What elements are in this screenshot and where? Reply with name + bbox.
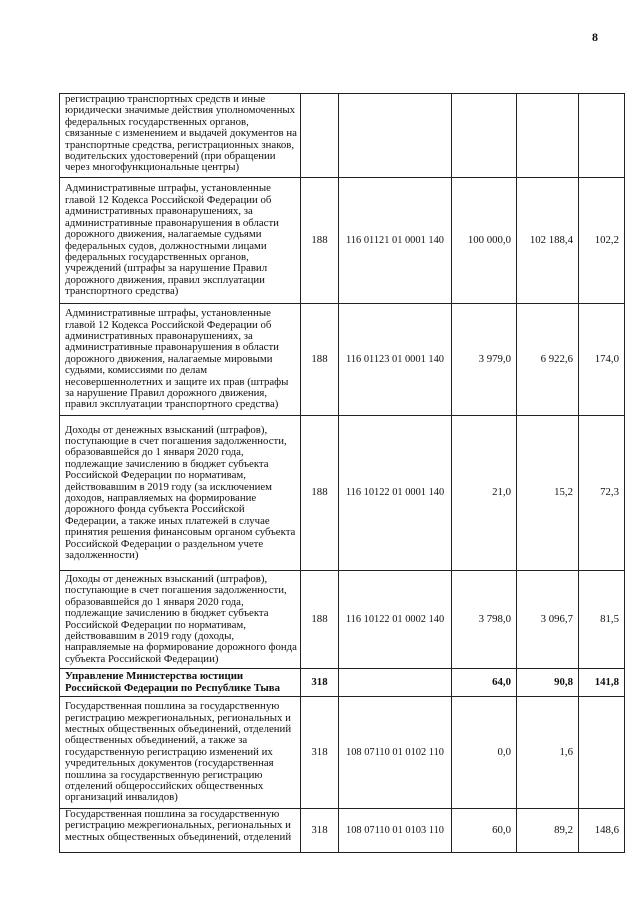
plan-cell: 60,0 — [452, 809, 517, 853]
fact-cell — [517, 94, 579, 178]
plan-cell: 100 000,0 — [452, 178, 517, 304]
plan-cell: 3 798,0 — [452, 571, 517, 669]
table-row — [60, 416, 625, 571]
kbk-code-cell — [339, 94, 452, 178]
plan-cell: 21,0 — [452, 416, 517, 571]
fact-cell: 102 188,4 — [517, 178, 579, 304]
percent-cell: 72,3 — [579, 416, 625, 571]
admin-code-cell: 188 — [301, 304, 339, 416]
kbk-code-cell: 116 01123 01 0001 140 — [339, 304, 452, 416]
income-name-cell: Государственная пошлина за государственную регистрацию межрегиональных, региональных и местных общественных объединений, отделений общественных объединений, а также за государственную регистрацию изменений их учредительных документов (государственная пошлина за государственную регистрацию отделений общероссийских общественных организаций инвалидов) — [60, 697, 301, 809]
table-row — [60, 697, 625, 809]
kbk-code-cell: 116 01121 01 0001 140 — [339, 178, 452, 304]
kbk-code-cell: 108 07110 01 0103 110 — [339, 809, 452, 853]
percent-cell — [579, 94, 625, 178]
table-row-department — [60, 669, 625, 697]
plan-cell: 64,0 — [452, 669, 517, 697]
kbk-code-cell: 116 10122 01 0002 140 — [339, 571, 452, 669]
income-name-cell: Административные штрафы, установленные главой 12 Кодекса Российской Федерации об административных правонарушениях, за административные правонарушения в области дорожного движения, налагаемые мировыми судьями, комиссиями по делам несовершеннолетних и защите их прав (штрафы за нарушение Правил дорожного движения, правил эксплуатации транспортного средства) — [60, 304, 301, 416]
fact-cell: 3 096,7 — [517, 571, 579, 669]
table-row — [60, 94, 625, 178]
admin-code-cell: 188 — [301, 416, 339, 571]
admin-code-cell — [301, 94, 339, 178]
admin-code-cell: 318 — [301, 697, 339, 809]
plan-cell: 0,0 — [452, 697, 517, 809]
fact-cell: 6 922,6 — [517, 304, 579, 416]
percent-cell: 81,5 — [579, 571, 625, 669]
department-name-cell: Управление Министерства юстиции Российской Федерации по Республике Тыва — [60, 669, 301, 697]
income-name-cell: Государственная пошлина за государственную регистрацию межрегиональных, региональных и местных общественных объединений, отделений — [60, 809, 301, 853]
fact-cell: 1,6 — [517, 697, 579, 809]
plan-cell — [452, 94, 517, 178]
revenue-table — [59, 93, 625, 853]
percent-cell — [579, 697, 625, 809]
fact-cell: 89,2 — [517, 809, 579, 853]
percent-cell: 141,8 — [579, 669, 625, 697]
table-row — [60, 809, 625, 853]
admin-code-cell: 318 — [301, 669, 339, 697]
kbk-code-cell: 116 10122 01 0001 140 — [339, 416, 452, 571]
percent-cell: 102,2 — [579, 178, 625, 304]
income-name-cell: регистрацию транспортных средств и иные юридически значимые действия уполномоченных федеральных государственных органов, связанные с изменением и выдачей документов на транспортные средства, регистрационных знаков, водительских удостоверений (при обращении через многофункциональные центры) — [60, 94, 301, 178]
admin-code-cell: 188 — [301, 571, 339, 669]
income-name-cell: Доходы от денежных взысканий (штрафов), поступающие в счет погашения задолженности, образовавшейся до 1 января 2020 года, подлежащие зачислению в бюджет субъекта Российской Федерации по нормативам, действовавшим в 2019 году (за исключением доходов, направляемых на формирование дорожного фонда субъекта Российской Федерации, а также иных платежей в случае принятия решения финансовым органом субъекта Российской Федерации о раздельном учете задолженности) — [60, 416, 301, 571]
admin-code-cell: 318 — [301, 809, 339, 853]
kbk-code-cell: 108 07110 01 0102 110 — [339, 697, 452, 809]
table-row — [60, 304, 625, 416]
admin-code-cell: 188 — [301, 178, 339, 304]
kbk-code-cell — [339, 669, 452, 697]
income-name-cell: Доходы от денежных взысканий (штрафов), поступающие в счет погашения задолженности, образовавшейся до 1 января 2020 года, подлежащие зачислению в бюджет субъекта Российской Федерации по нормативам, действовавшим в 2019 году (доходы, направляемые на формирование дорожного фонда субъекта Российской Федерации) — [60, 571, 301, 669]
fact-cell: 90,8 — [517, 669, 579, 697]
percent-cell: 174,0 — [579, 304, 625, 416]
table-row — [60, 571, 625, 669]
plan-cell: 3 979,0 — [452, 304, 517, 416]
percent-cell: 148,6 — [579, 809, 625, 853]
fact-cell: 15,2 — [517, 416, 579, 571]
page-number: 8 — [592, 30, 598, 44]
income-name-cell: Административные штрафы, установленные главой 12 Кодекса Российской Федерации об административных правонарушениях, за административные правонарушения в области дорожного движения, налагаемые судьями федеральных судов, должностными лицами федеральных государственных органов, учреждений (штрафы за нарушение Правил дорожного движения, правил эксплуатации транспортного средства) — [60, 178, 301, 304]
table-row — [60, 178, 625, 304]
